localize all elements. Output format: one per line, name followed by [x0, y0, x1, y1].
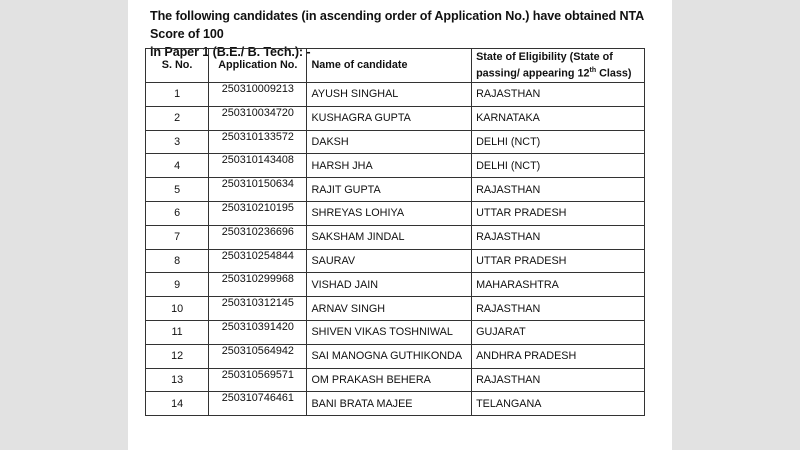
document-page	[128, 0, 672, 450]
table-row	[146, 297, 645, 321]
header-state-line2-end: Class)	[596, 67, 632, 80]
cell-state: RAJASTHAN	[472, 83, 645, 107]
cell-candidate-name: DAKSH	[307, 130, 472, 154]
cell-application-no: 250310746461	[209, 392, 307, 416]
cell-state: RAJASTHAN	[472, 368, 645, 392]
cell-candidate-name: SHIVEN VIKAS TOSHNIWAL	[307, 320, 472, 344]
cell-sno: 5	[146, 178, 209, 202]
table-row	[146, 154, 645, 178]
table-row	[146, 273, 645, 297]
cell-application-no: 250310312145	[209, 297, 307, 321]
cell-state: GUJARAT	[472, 320, 645, 344]
table-row	[146, 249, 645, 273]
table-row	[146, 392, 645, 416]
cell-application-no: 250310150634	[209, 178, 307, 202]
cell-state: RAJASTHAN	[472, 225, 645, 249]
cell-state: RAJASTHAN	[472, 178, 645, 202]
cell-candidate-name: SAURAV	[307, 249, 472, 273]
table-row	[146, 178, 645, 202]
cell-sno: 12	[146, 344, 209, 368]
cell-application-no: 250310143408	[209, 154, 307, 178]
cell-application-no: 250310569571	[209, 368, 307, 392]
table-row	[146, 130, 645, 154]
cell-candidate-name: SHREYAS LOHIYA	[307, 201, 472, 225]
cell-sno: 11	[146, 320, 209, 344]
cell-application-no: 250310034720	[209, 106, 307, 130]
header-state	[472, 49, 645, 83]
left-letterbox	[0, 0, 128, 450]
table-row	[146, 201, 645, 225]
table-row	[146, 225, 645, 249]
cell-application-no: 250310210195	[209, 201, 307, 225]
cell-candidate-name: RAJIT GUPTA	[307, 178, 472, 202]
cell-application-no: 250310009213	[209, 83, 307, 107]
cell-sno: 9	[146, 273, 209, 297]
table-header-row	[146, 49, 645, 83]
cell-candidate-name: ARNAV SINGH	[307, 297, 472, 321]
cell-application-no: 250310254844	[209, 249, 307, 273]
header-application-no: Application No.	[209, 49, 307, 83]
header-state-sup: th	[589, 66, 597, 74]
cell-state: KARNATAKA	[472, 106, 645, 130]
cell-application-no: 250310564942	[209, 344, 307, 368]
table-row	[146, 83, 645, 107]
table-row	[146, 106, 645, 130]
cell-sno: 1	[146, 83, 209, 107]
cell-application-no: 250310133572	[209, 130, 307, 154]
cell-sno: 6	[146, 201, 209, 225]
cell-state: DELHI (NCT)	[472, 154, 645, 178]
cell-application-no: 250310391420	[209, 320, 307, 344]
intro-line-1: The following candidates (in ascending order of Application No.) have obtained NTA Score of 100	[150, 9, 644, 41]
cell-application-no: 250310236696	[209, 225, 307, 249]
cell-sno: 14	[146, 392, 209, 416]
cell-candidate-name: AYUSH SINGHAL	[307, 83, 472, 107]
header-state-line2: passing/ appearing 12	[476, 67, 590, 80]
cell-state: ANDHRA PRADESH	[472, 344, 645, 368]
cell-state: RAJASTHAN	[472, 297, 645, 321]
cell-sno: 10	[146, 297, 209, 321]
cell-application-no: 250310299968	[209, 273, 307, 297]
cell-candidate-name: SAKSHAM JINDAL	[307, 225, 472, 249]
cell-sno: 3	[146, 130, 209, 154]
header-sno: S. No.	[146, 49, 209, 83]
intro-line-2: in Paper 1 (B.E./ B. Tech.): -	[150, 45, 311, 59]
right-letterbox	[672, 0, 800, 450]
cell-state: TELANGANA	[472, 392, 645, 416]
cell-sno: 13	[146, 368, 209, 392]
cell-candidate-name: BANI BRATA MAJEE	[307, 392, 472, 416]
cell-candidate-name: OM PRAKASH BEHERA	[307, 368, 472, 392]
cell-candidate-name: VISHAD JAIN	[307, 273, 472, 297]
cell-state: UTTAR PRADESH	[472, 249, 645, 273]
cell-state: MAHARASHTRA	[472, 273, 645, 297]
table-row	[146, 344, 645, 368]
cell-sno: 7	[146, 225, 209, 249]
table-row	[146, 368, 645, 392]
toppers-table	[145, 48, 645, 416]
cell-candidate-name: KUSHAGRA GUPTA	[307, 106, 472, 130]
cell-state: UTTAR PRADESH	[472, 201, 645, 225]
cell-candidate-name: SAI MANOGNA GUTHIKONDA	[307, 344, 472, 368]
cell-candidate-name: HARSH JHA	[307, 154, 472, 178]
cell-sno: 8	[146, 249, 209, 273]
table-row	[146, 320, 645, 344]
cell-sno: 2	[146, 106, 209, 130]
header-state-line1: State of Eligibility (State of	[476, 50, 613, 63]
cell-state: DELHI (NCT)	[472, 130, 645, 154]
header-name: Name of candidate	[307, 49, 472, 83]
cell-sno: 4	[146, 154, 209, 178]
